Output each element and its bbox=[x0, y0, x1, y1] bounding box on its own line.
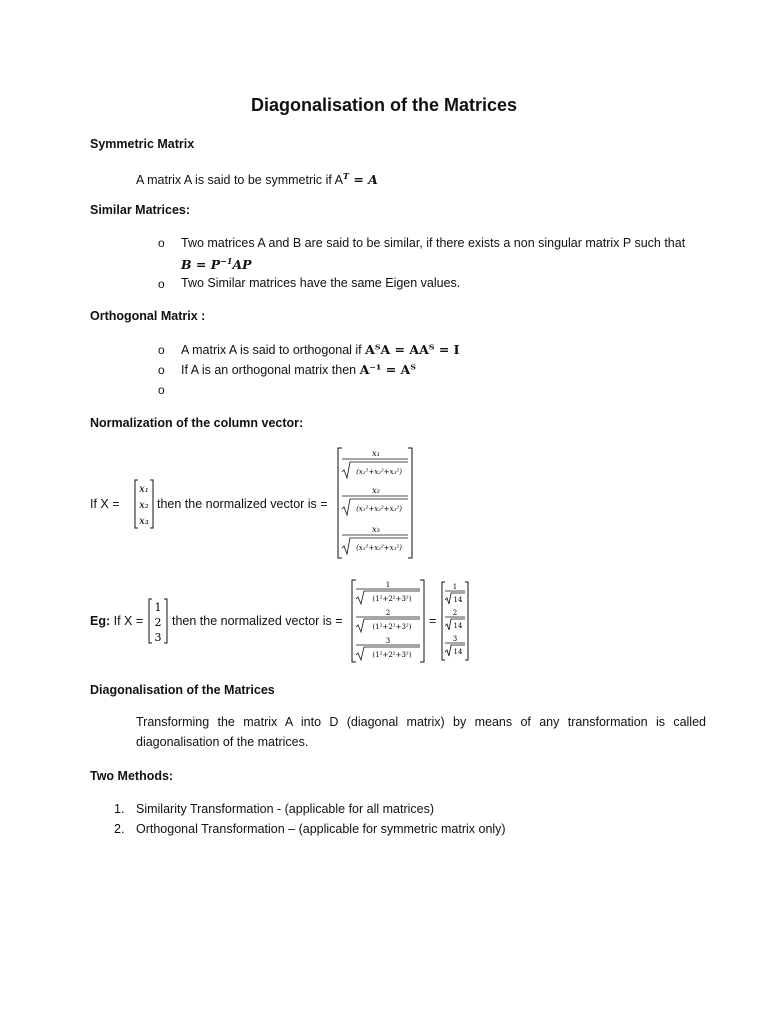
method-item-1: Similarity Transformation - (applicable for all matrices) bbox=[136, 802, 435, 816]
heading-methods: Two Methods: bbox=[90, 769, 174, 783]
method-number-1: 1. bbox=[114, 802, 125, 816]
similar-bullet-2: Two Similar matrices have the same Eigen values. bbox=[181, 276, 461, 290]
eg-num-2: 2 bbox=[385, 609, 391, 617]
diagonalisation-paragraph: Transforming the matrix A into D (diagonal matrix) by means of any transformation is called diagonalisation of the matrices. bbox=[136, 715, 706, 749]
orthogonal-b1-eq: AᵀA = AAᵀ = I bbox=[365, 342, 460, 357]
norm-num-3: x₃ bbox=[372, 525, 380, 534]
heading-orthogonal: Orthogonal Matrix : bbox=[90, 309, 206, 323]
eg-res-num-1: 1 bbox=[452, 583, 458, 591]
orthogonal-b1-text: A matrix A is said to orthogonal if bbox=[181, 343, 366, 357]
eg-equals: = bbox=[429, 614, 437, 628]
similar-equation bbox=[181, 256, 252, 272]
norm-den-3: (x₁²+x₂²+x₃²) bbox=[356, 544, 402, 552]
norm-num-1: x₁ bbox=[372, 449, 380, 458]
eg-res-num-2: 2 bbox=[452, 609, 458, 617]
norm-vec-x3: x₃ bbox=[139, 516, 149, 527]
norm-result-vector bbox=[336, 446, 414, 560]
symmetric-eq: = A bbox=[348, 172, 378, 187]
eg-normalized-vector bbox=[350, 578, 426, 664]
eg-res-den-1: 14 bbox=[453, 596, 463, 604]
eg-vec-2: 2 bbox=[154, 616, 162, 629]
eg-res-den-2: 14 bbox=[453, 622, 463, 630]
eg-num-1: 1 bbox=[385, 581, 391, 589]
bullet-glyph: o bbox=[158, 383, 165, 397]
similar-bullet-1: Two matrices A and B are said to be similar, if there exists a non singular matrix P such that bbox=[181, 236, 686, 250]
heading-normalization: Normalization of the column vector: bbox=[90, 416, 304, 430]
eg-if-label: If X = bbox=[113, 614, 144, 628]
norm-num-2: x₂ bbox=[372, 486, 380, 495]
norm-den-2: (x₁²+x₂²+x₃²) bbox=[356, 505, 402, 513]
similar-eq-a: B = P bbox=[181, 257, 221, 272]
eg-num-3: 3 bbox=[385, 637, 391, 645]
eg-den-3: (1²+2²+3²) bbox=[372, 651, 412, 659]
eg-simplified-vector bbox=[440, 580, 470, 662]
eg-column-vector bbox=[147, 597, 169, 645]
orthogonal-bullet-1 bbox=[181, 342, 460, 357]
orthogonal-b2-text: If A is an orthogonal matrix then bbox=[181, 363, 360, 377]
symmetric-sup: T bbox=[343, 171, 349, 181]
bullet-glyph: o bbox=[158, 343, 165, 357]
eg-res-num-3: 3 bbox=[452, 635, 458, 643]
orthogonal-bullet-2 bbox=[181, 362, 416, 377]
eg-vec-3: 3 bbox=[154, 631, 162, 644]
norm-then-label: then the normalized vector is = bbox=[157, 497, 328, 511]
heading-symmetric: Symmetric Matrix bbox=[90, 137, 195, 151]
symmetric-text: A matrix A is said to be symmetric if A bbox=[136, 173, 344, 187]
similar-eq-sup: −1 bbox=[220, 256, 233, 266]
eg-then-label: then the normalized vector is = bbox=[172, 614, 343, 628]
heading-diagonalisation: Diagonalisation of the Matrices bbox=[90, 683, 275, 697]
page-title: Diagonalisation of the Matrices bbox=[250, 95, 518, 115]
heading-similar: Similar Matrices: bbox=[90, 203, 191, 217]
method-number-2: 2. bbox=[114, 822, 125, 836]
method-item-2: Orthogonal Transformation – (applicable for symmetric matrix only) bbox=[136, 822, 506, 836]
norm-den-1: (x₁²+x₂²+x₃²) bbox=[356, 468, 402, 476]
eg-den-1: (1²+2²+3²) bbox=[372, 595, 412, 603]
eg-line bbox=[90, 614, 143, 628]
symmetric-definition bbox=[136, 171, 378, 187]
eg-vec-1: 1 bbox=[154, 601, 162, 614]
bullet-glyph: o bbox=[158, 277, 165, 291]
eg-res-den-3: 14 bbox=[453, 648, 463, 656]
norm-vec-x1: x₁ bbox=[139, 484, 149, 495]
eg-den-2: (1²+2²+3²) bbox=[372, 623, 412, 631]
bullet-glyph: o bbox=[158, 363, 165, 377]
norm-vec-x2: x₂ bbox=[139, 500, 149, 511]
orthogonal-b2-eq: A⁻¹ = Aᵀ bbox=[359, 362, 416, 377]
similar-eq-b: AP bbox=[232, 257, 252, 272]
eg-label: Eg: bbox=[90, 614, 111, 628]
norm-column-vector bbox=[133, 478, 155, 530]
bullet-glyph: o bbox=[158, 236, 165, 250]
norm-if-label: If X = bbox=[90, 497, 120, 511]
